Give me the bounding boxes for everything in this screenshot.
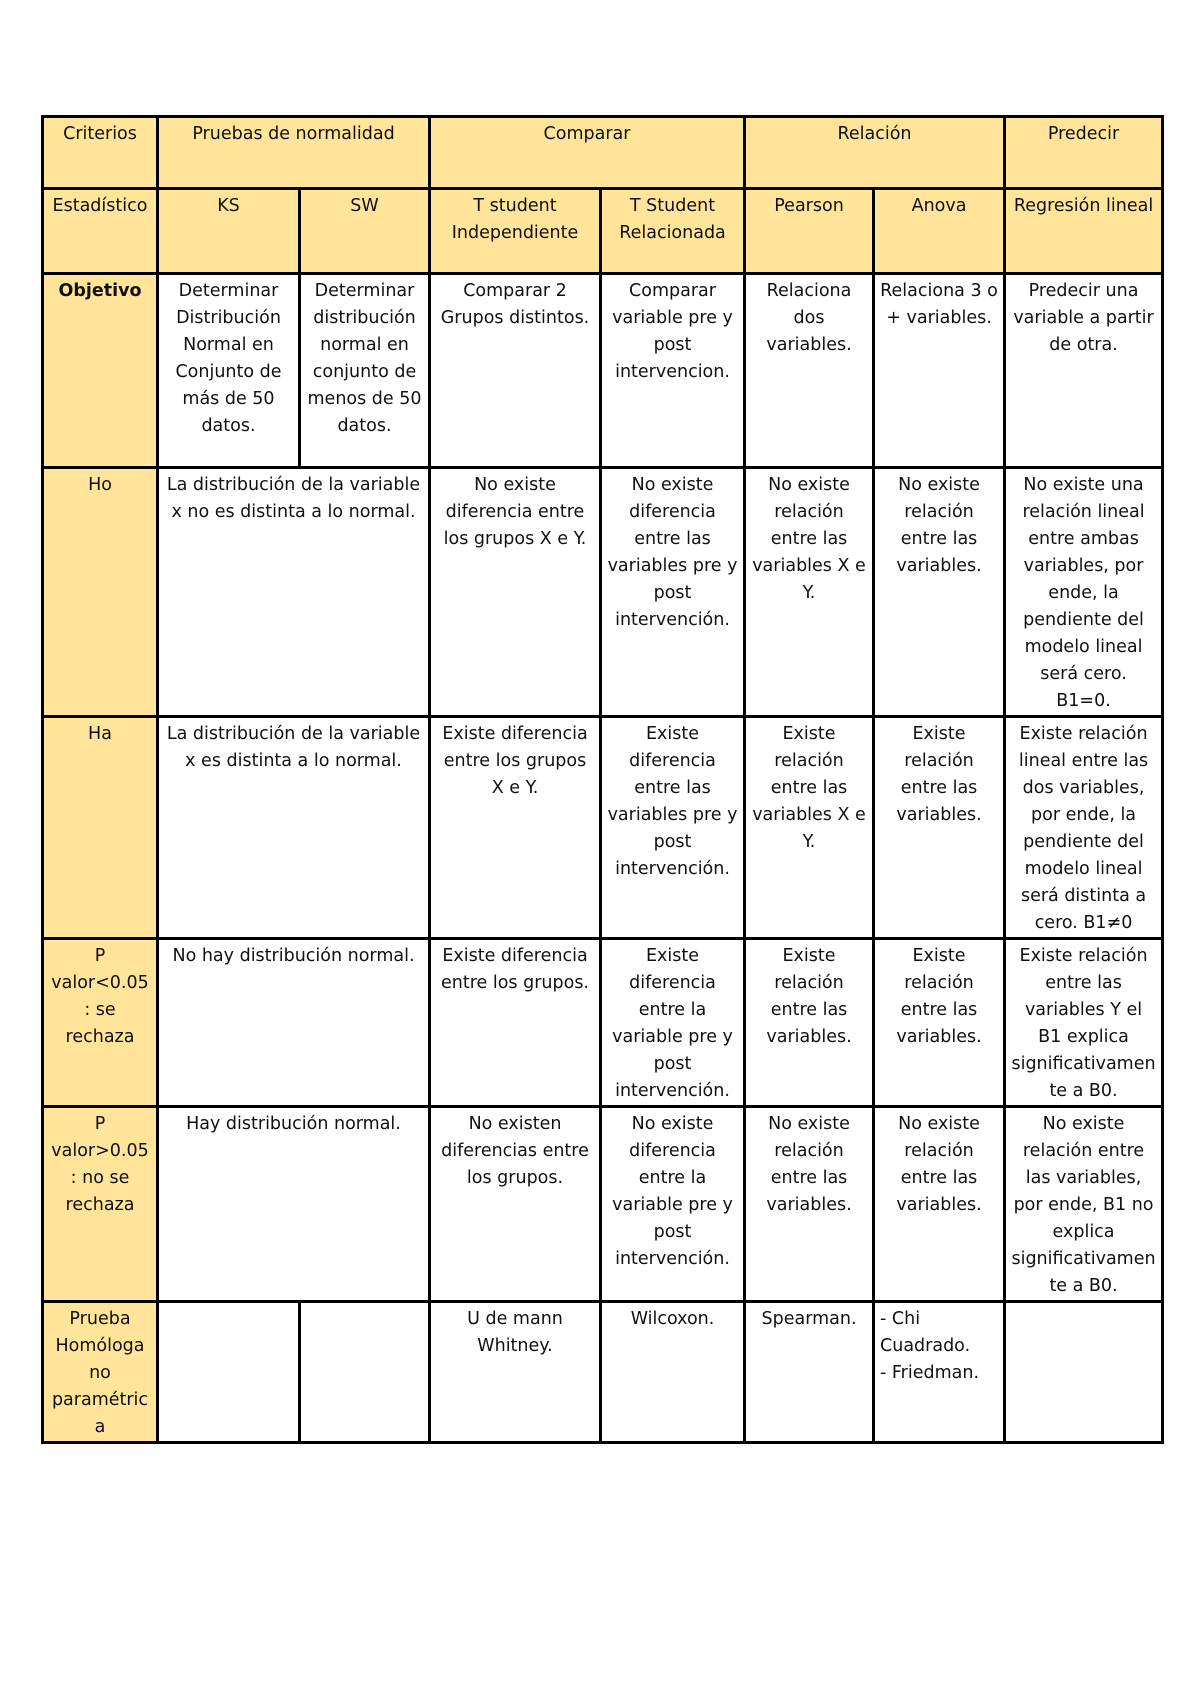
table-row-estadistico <box>43 189 1163 274</box>
cell-objetivo-t-independiente: Comparar 2 Grupos distintos. <box>430 274 601 468</box>
table-row-ho <box>43 468 1163 717</box>
cell-p-rechaza-regresion: Existe relación entre las variables Y el B1 explica significativamente a B0. <box>1005 939 1163 1107</box>
header-predecir: Predecir <box>1005 117 1163 189</box>
cell-objetivo-t-relacionada: Comparar variable pre y post intervencion. <box>601 274 745 468</box>
table-row-p-no-rechaza <box>43 1107 1163 1302</box>
table-row-prueba-homologa <box>43 1302 1163 1443</box>
cell-estadistico-t-relacionada: T Student Relacionada <box>601 189 745 274</box>
cell-estadistico-ks: KS <box>158 189 300 274</box>
cell-homologa-t-independiente: U de mann Whitney. <box>430 1302 601 1443</box>
cell-homologa-pearson: Spearman. <box>745 1302 874 1443</box>
cell-homologa-t-relacionada: Wilcoxon. <box>601 1302 745 1443</box>
table-row-objetivo <box>43 274 1163 468</box>
homologa-anova-line-2: - Friedman. <box>880 1363 980 1383</box>
cell-ha-anova: Existe relación entre las variables. <box>874 717 1005 939</box>
row-label-ha: Ha <box>43 717 158 939</box>
cell-p-rechaza-t-relacionada: Existe diferencia entre la variable pre y post intervención. <box>601 939 745 1107</box>
cell-estadistico-anova: Anova <box>874 189 1005 274</box>
cell-ho-t-independiente: No existe diferencia entre los grupos X e Y. <box>430 468 601 717</box>
row-label-ho: Ho <box>43 468 158 717</box>
cell-p-rechaza-normalidad: No hay distribución normal. <box>158 939 430 1107</box>
cell-estadistico-sw: SW <box>300 189 430 274</box>
header-comparar: Comparar <box>430 117 745 189</box>
cell-p-no-rechaza-anova: No existe relación entre las variables. <box>874 1107 1005 1302</box>
row-label-p-no-rechaza: P valor>0.05: no se rechaza <box>43 1107 158 1302</box>
cell-homologa-regresion <box>1005 1302 1163 1443</box>
cell-ho-anova: No existe relación entre las variables. <box>874 468 1005 717</box>
row-label-prueba-homologa: Prueba Homóloga no paramétrica <box>43 1302 158 1443</box>
cell-objetivo-pearson: Relaciona dos variables. <box>745 274 874 468</box>
cell-ho-pearson: No existe relación entre las variables X e Y. <box>745 468 874 717</box>
cell-ha-regresion: Existe relación lineal entre las dos variables, por ende, la pendiente del modelo lineal será distinta a cero. B1≠0 <box>1005 717 1163 939</box>
row-label-estadistico: Estadístico <box>43 189 158 274</box>
cell-ho-regresion: No existe una relación lineal entre ambas variables, por ende, la pendiente del modelo lineal será cero. B1=0. <box>1005 468 1163 717</box>
header-pruebas-normalidad: Pruebas de normalidad <box>158 117 430 189</box>
cell-ha-pearson: Existe relación entre las variables X e Y. <box>745 717 874 939</box>
cell-objetivo-anova: Relaciona 3 o + variables. <box>874 274 1005 468</box>
cell-ha-t-relacionada: Existe diferencia entre las variables pre y post intervención. <box>601 717 745 939</box>
cell-homologa-sw <box>300 1302 430 1443</box>
cell-ho-t-relacionada: No existe diferencia entre las variables pre y post intervención. <box>601 468 745 717</box>
cell-estadistico-pearson: Pearson <box>745 189 874 274</box>
cell-objetivo-regresion: Predecir una variable a partir de otra. <box>1005 274 1163 468</box>
row-label-p-rechaza: P valor<0.05: se rechaza <box>43 939 158 1107</box>
header-criterios: Criterios <box>43 117 158 189</box>
header-relacion: Relación <box>745 117 1005 189</box>
cell-p-no-rechaza-t-relacionada: No existe diferencia entre la variable pre y post intervención. <box>601 1107 745 1302</box>
cell-estadistico-regresion: Regresión lineal <box>1005 189 1163 274</box>
homologa-anova-line-1: - Chi Cuadrado. <box>880 1309 971 1356</box>
table-row-ha <box>43 717 1163 939</box>
cell-ho-normalidad: La distribución de la variable x no es distinta a lo normal. <box>158 468 430 717</box>
cell-objetivo-ks: Determinar Distribución Normal en Conjunto de más de 50 datos. <box>158 274 300 468</box>
cell-p-no-rechaza-normalidad: Hay distribución normal. <box>158 1107 430 1302</box>
row-label-objetivo: Objetivo <box>43 274 158 468</box>
cell-homologa-anova <box>874 1302 1005 1443</box>
statistics-criteria-table <box>41 115 1164 1444</box>
table-row-p-rechaza <box>43 939 1163 1107</box>
cell-ha-normalidad: La distribución de la variable x es distinta a lo normal. <box>158 717 430 939</box>
cell-p-no-rechaza-regresion: No existe relación entre las variables, por ende, B1 no explica significativamente a B0. <box>1005 1107 1163 1302</box>
header-row <box>43 117 1163 189</box>
cell-p-rechaza-t-independiente: Existe diferencia entre los grupos. <box>430 939 601 1107</box>
cell-p-rechaza-anova: Existe relación entre las variables. <box>874 939 1005 1107</box>
cell-homologa-ks <box>158 1302 300 1443</box>
cell-ha-t-independiente: Existe diferencia entre los grupos X e Y. <box>430 717 601 939</box>
cell-objetivo-sw: Determinar distribución normal en conjunto de menos de 50 datos. <box>300 274 430 468</box>
cell-p-rechaza-pearson: Existe relación entre las variables. <box>745 939 874 1107</box>
cell-estadistico-t-independiente: T student Independiente <box>430 189 601 274</box>
cell-p-no-rechaza-t-independiente: No existen diferencias entre los grupos. <box>430 1107 601 1302</box>
cell-p-no-rechaza-pearson: No existe relación entre las variables. <box>745 1107 874 1302</box>
